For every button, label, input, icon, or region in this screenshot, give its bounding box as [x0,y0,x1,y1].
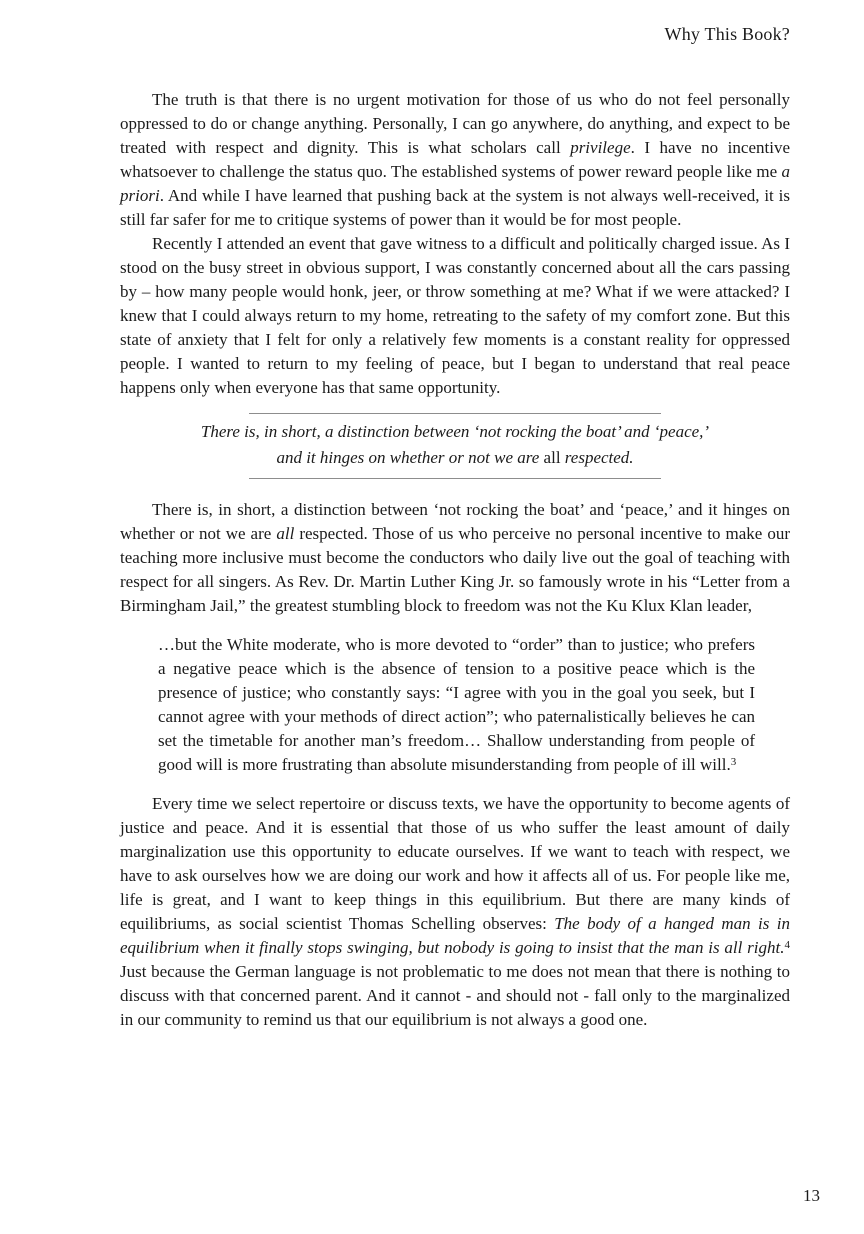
text-segment: respected. [560,448,634,467]
text-segment-italic: all [276,524,295,543]
text-segment: Just because the German language is not problematic to me does not mean that there is nothing to discuss with that concerned parent. And it cannot - and should not - fall only to the marginalized in our community to remind us that our equilibrium is not always a good one. [120,962,790,1029]
paragraph-privilege [120,88,790,232]
page-number: 13 [803,1186,820,1205]
pull-quote-line-2 [120,445,790,471]
text-segment: . I have no incentive whatsoever to challenge the status quo. The established systems of power reward people like me [120,138,790,181]
footnote-marker-3: 3 [730,756,737,768]
text-segment: Recently I attended an event that gave witness to a difficult and politically charged issue. As I stood on the busy street in obvious support, I was constantly concerned about all the cars passing by – how many people would honk, jeer, or throw something at me? What if we were attacked? I knew that I could always return to my home, retreating to the safety of my comfort zone. But this state of anxiety that I felt for only a relatively few moments is a constant reality for oppressed people. I wanted to return to my feeling of peace, but I began to understand that real peace happens only when everyone has that same opportunity. [120,234,790,397]
paragraph-event [120,232,790,400]
paragraph-equilibrium [120,792,790,1032]
footnote-marker-4: 4 [784,939,790,951]
paragraph-distinction [120,498,790,618]
pull-quote [120,413,790,479]
pull-quote-text [120,414,790,478]
text-segment: respected. Those of us who perceive no personal incentive to make our teaching more inclusive must become the conductors who daily live out the goal of teaching with respect for all singers. As Rev. Dr. Martin Luther King Jr. so famously wrote in his “Letter from a Birmingham Jail,” the greatest stumbling block to freedom was not the Ku Klux Klan leader, [120,524,790,615]
text-segment: and it hinges on whether or not we are [276,448,544,467]
text-segment-italic: The body of a hanged man is in equilibrium when it finally stops swinging, but nobody is going to insist that the man is all right. [120,914,790,957]
text-segment: There is, in short, a distinction between ‘not rocking the boat’ and ‘peace,’ and it hinges on whether or not we are [120,500,790,543]
text-segment: . And while I have learned that pushing back at the system is not always well-received, it is still far safer for me to critique systems of power than it would be for most people. [120,186,790,229]
pull-quote-bottom-rule [249,478,661,479]
text-segment: Every time we select repertoire or discuss texts, we have the opportunity to become agents of justice and peace. And it is essential that those of us who suffer the least amount of daily marginalization use this opportunity to educate ourselves. If we want to teach with respect, we have to ask ourselves how we are doing our work and how it affects all of us. For people like me, life is great, and I want to keep things in this equilibrium. But there are many kinds of equilibriums, as social scientist Thomas Schelling observes: [120,794,790,933]
text-segment-italic: a priori [120,162,790,205]
running-head: Why This Book? [664,24,790,44]
text-block [120,88,790,1032]
text-segment-italic: privilege [570,138,631,157]
text-segment: The truth is that there is no urgent motivation for those of us who do not feel personally oppressed to do or change anything. Personally, I can go anywhere, do anything, and expect to be treated with respect and dignity. This is what scholars call [120,90,790,157]
text-segment: …but the White moderate, who is more devoted to “order” than to justice; who prefers a negative peace which is the absence of tension to a positive peace which is the presence of justice; who constantly says: “I agree with you in the goal you seek, but I cannot agree with your methods of direct action”; who paternalistically believes he can set the timetable for another man’s freedom… Shallow understanding from people of good will is more frustrating than absolute misunderstanding from people of ill will. [158,635,755,774]
pull-quote-line-1: There is, in short, a distinction between ‘not rocking the boat’ and ‘peace,’ [200,422,710,441]
text-segment-emphasis: all [543,448,561,467]
block-quote-mlk [158,633,755,777]
